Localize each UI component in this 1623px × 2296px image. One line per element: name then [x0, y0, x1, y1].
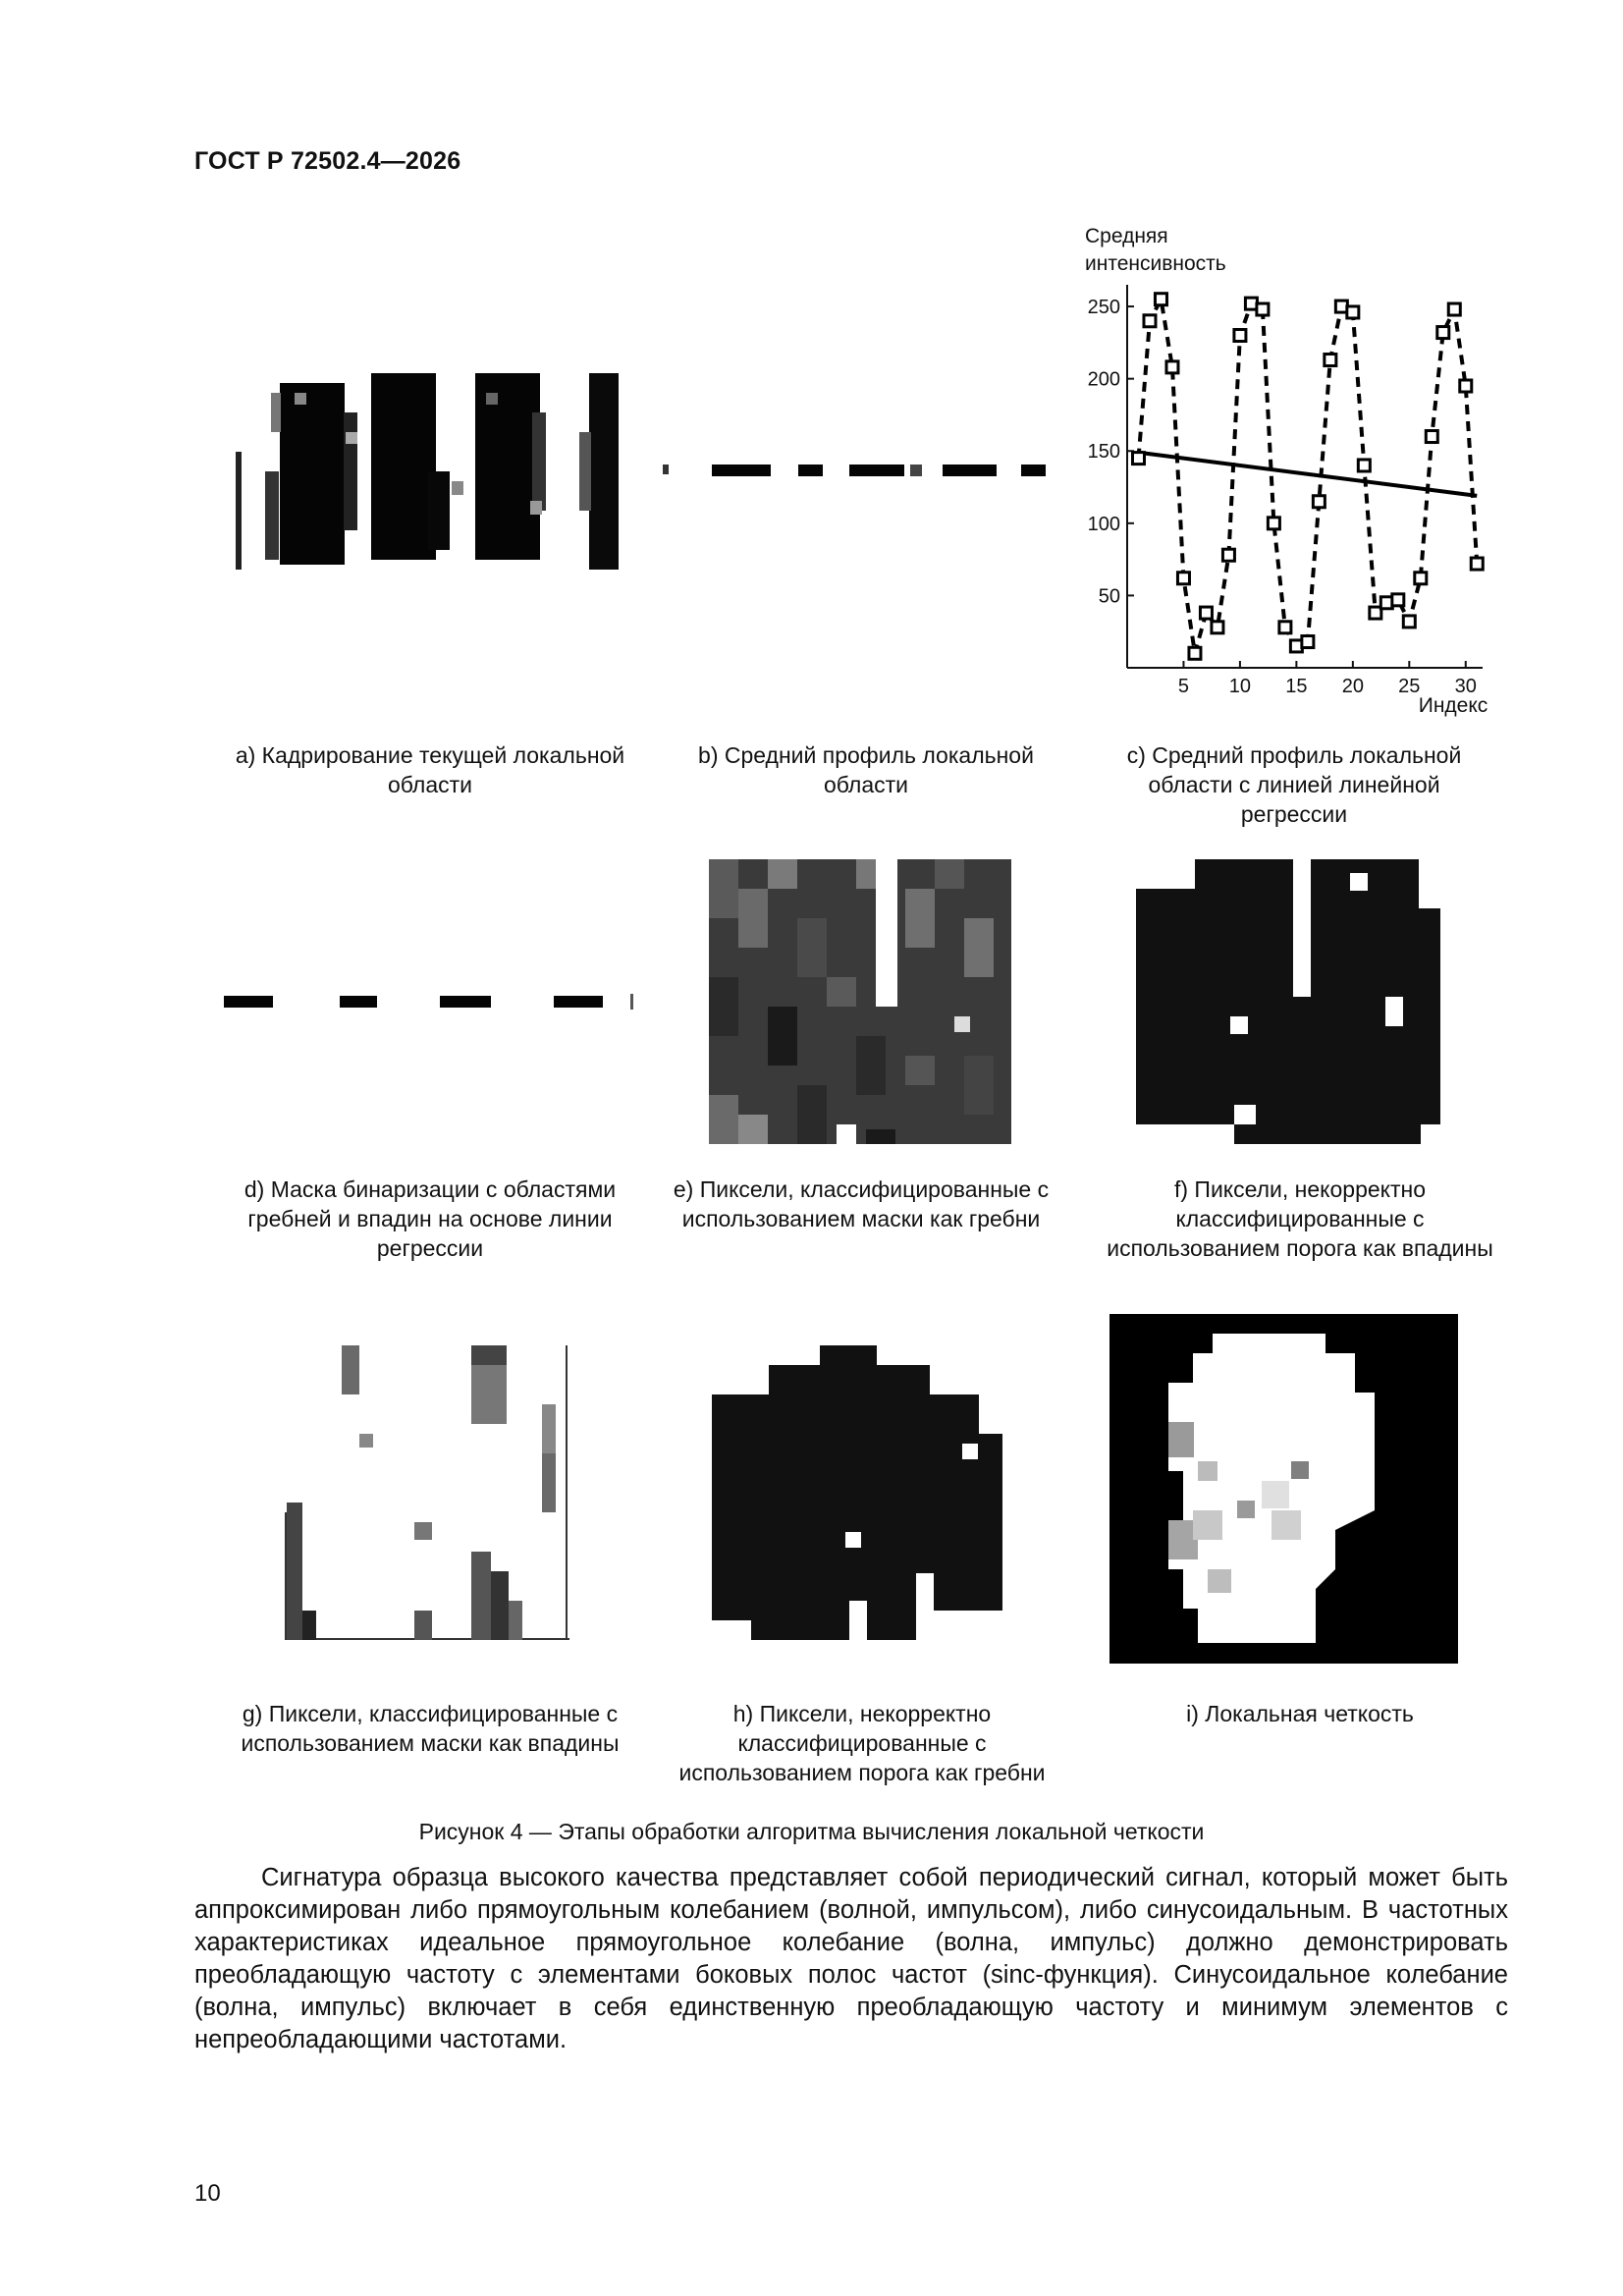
- data-point: [1325, 355, 1336, 366]
- misclassified-valleys-image: [1136, 859, 1440, 1149]
- caption-h: h) Пиксели, некорректно классифицированные с использованием порога как гребни: [678, 1701, 1046, 1785]
- y-tick-label: 150: [1087, 441, 1120, 464]
- data-point: [1392, 594, 1404, 606]
- data-point: [1358, 460, 1370, 471]
- y-tick-label: 200: [1087, 368, 1120, 391]
- caption-b: b) Средний профиль локальной области: [698, 742, 1034, 797]
- caption-i: i) Локальная четкость: [1186, 1701, 1414, 1726]
- caption-a: a) Кадрирование текущей локальной области: [235, 742, 625, 797]
- x-tick-label: 15: [1285, 676, 1308, 697]
- data-point: [1347, 306, 1359, 318]
- document-header: ГОСТ Р 72502.4—2026: [194, 147, 461, 175]
- x-tick-label: 10: [1228, 676, 1252, 697]
- data-point: [1268, 518, 1279, 529]
- body-paragraph: [194, 1862, 1508, 2056]
- x-tick-label: 30: [1454, 676, 1477, 697]
- cropped-region-image: [236, 373, 619, 574]
- y-tick-label: 50: [1098, 585, 1120, 608]
- x-tick-label: 20: [1341, 676, 1364, 697]
- mean-profile-bar: [663, 457, 1046, 491]
- data-point: [1426, 431, 1437, 443]
- profile-chart: [1060, 221, 1502, 737]
- data-point: [1415, 573, 1427, 584]
- data-point: [1200, 607, 1212, 619]
- x-axis-label: Индекс: [1418, 694, 1488, 717]
- valley-pixels-mask-image: [285, 1345, 569, 1645]
- series-line: [1138, 300, 1477, 654]
- caption-f: f) Пиксели, некорректно классифицированные с использованием порога как впадины: [1107, 1176, 1493, 1261]
- data-point: [1437, 327, 1449, 339]
- local-clarity-image: [1109, 1314, 1458, 1668]
- data-point: [1313, 496, 1325, 508]
- caption-c: c) Средний профиль локальной области с линией линейной регрессии: [1126, 742, 1462, 827]
- y-axis-label-line2: интенсивность: [1085, 252, 1226, 275]
- data-point: [1166, 361, 1178, 373]
- x-tick-label: 25: [1398, 676, 1421, 697]
- data-point: [1448, 303, 1460, 315]
- x-tick-label: 5: [1177, 676, 1190, 697]
- data-point: [1222, 549, 1234, 561]
- data-point: [1177, 573, 1189, 584]
- data-point: [1302, 636, 1314, 648]
- data-point: [1257, 303, 1269, 315]
- data-point: [1460, 380, 1472, 392]
- data-point: [1234, 330, 1246, 342]
- y-tick-label: 250: [1087, 297, 1120, 319]
- figure-caption: Рисунок 4 — Этапы обработки алгоритма вычисления локальной четкости: [418, 1819, 1205, 1844]
- ridge-pixels-mask-image: [709, 859, 1011, 1149]
- data-point: [1471, 558, 1483, 570]
- misclassified-ridges-image: [712, 1345, 1002, 1645]
- data-point: [1403, 616, 1415, 628]
- y-axis-label-line1: Средняя: [1085, 225, 1168, 247]
- page-number: 10: [194, 2180, 221, 2207]
- data-point: [1144, 315, 1156, 327]
- binarization-mask: [224, 992, 636, 1020]
- data-point: [1132, 453, 1144, 465]
- caption-g: g) Пиксели, классифицированные с использованием маски как впадины: [241, 1701, 620, 1756]
- data-point: [1279, 622, 1291, 633]
- caption-e: e) Пиксели, классифицированные с использованием маски как гребни: [673, 1176, 1050, 1231]
- data-point: [1212, 622, 1223, 633]
- data-point: [1189, 647, 1201, 659]
- regression-line: [1138, 453, 1477, 496]
- caption-d: d) Маска бинаризации с областями гребней и впадин на основе линии регрессии: [243, 1176, 617, 1261]
- paragraph-text: Сигнатура образца высокого качества представляет собой периодический сигнал, который может быть аппроксимирован либо прямоугольным колебанием (волной, импульсом), либо синусоидальным. В частотных характеристиках идеальное прямоугольное колебание (волна, импульс) должно демонстрировать преобладающую частоту с элементами боковых полос частот (sinc-функция). Синусоидальное колебание (волна, импульс) включает в себя единственную преобладающую частоту и минимум элементов с непреобладающими частотами.: [194, 1864, 1508, 2053]
- y-tick-label: 100: [1087, 513, 1120, 535]
- data-point: [1155, 294, 1166, 305]
